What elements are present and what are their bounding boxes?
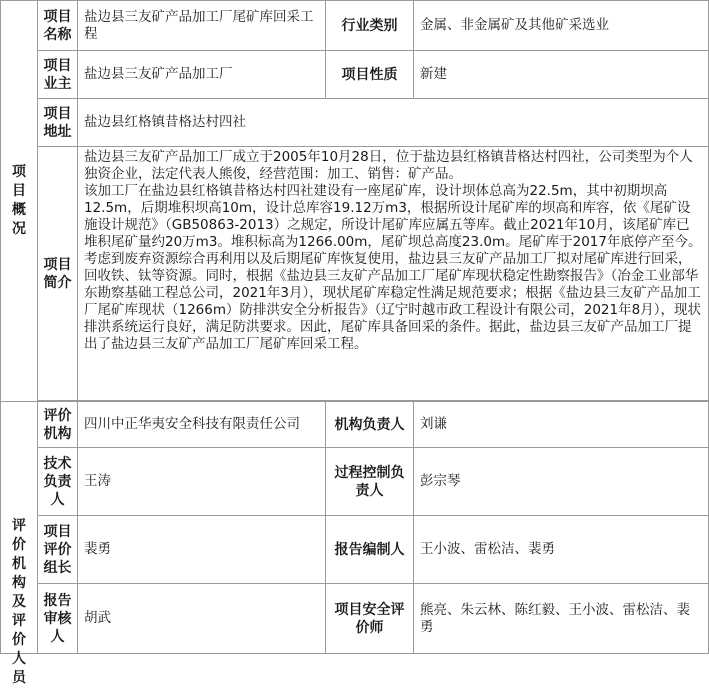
row-tech-head xyxy=(1,448,709,516)
row-address xyxy=(1,99,709,147)
label-owner: 项目业主 xyxy=(38,51,78,99)
label-industry: 行业类别 xyxy=(326,1,414,51)
label-nature: 项目性质 xyxy=(326,51,414,99)
label-agency-head: 机构负责人 xyxy=(326,402,414,448)
label-tech-head: 技术负责人 xyxy=(38,448,78,516)
value-industry: 金属、非金属矿及其他矿采选业 xyxy=(414,1,709,51)
value-report-author: 王小波、雷松洁、裴勇 xyxy=(414,516,709,584)
label-reviewer: 报告审核人 xyxy=(38,584,78,654)
row-owner xyxy=(1,51,709,99)
value-project-name: 盐边县三友矿产品加工厂尾矿库回采工程 xyxy=(78,1,326,51)
value-agency-head: 刘谦 xyxy=(414,402,709,448)
intro-paragraph-3: 考虑到废弃资源综合再利用以及后期尾矿库恢复使用，盐边县三友矿产品加工厂拟对尾矿库进行回采，回收铁、钛等资源。同时，根据《盐边县三友矿产品加工厂尾矿库现状稳定性勘察报告》（冶金工业部华东勘察基础工程总公司，2021年3月），现状尾矿库稳定性满足规范要求；根据《盐边县三友矿产品加工厂尾矿库现状（1266m）防排洪安全分析报告》（辽宁时越市政工程设计有限公司，2021年8月），现状排洪系统运行良好，满足防洪要求。因此，尾矿库具备回采的条件。据此，盐边县三友矿产品加工厂提出了盐边县三友矿产品加工厂尾矿库回采工程。 xyxy=(84,251,701,352)
label-address: 项目地址 xyxy=(38,99,78,147)
value-agency: 四川中正华夷安全科技有限责任公司 xyxy=(78,402,326,448)
row-intro xyxy=(1,147,709,401)
section-label-overview: 项目概况 xyxy=(1,1,38,402)
label-report-author: 报告编制人 xyxy=(326,516,414,584)
row-team-leader xyxy=(1,516,709,584)
label-safety-evaluators: 项目安全评价师 xyxy=(326,584,414,654)
value-reviewer: 胡武 xyxy=(78,584,326,654)
value-address: 盐边县红格镇昔格达村四社 xyxy=(78,99,709,147)
label-agency: 评价机构 xyxy=(38,402,78,448)
value-process-head: 彭宗琴 xyxy=(414,448,709,516)
label-team-leader: 项目评价组长 xyxy=(38,516,78,584)
value-intro xyxy=(78,147,709,401)
value-safety-evaluators: 熊亮、朱云林、陈红毅、王小波、雷松洁、裴勇 xyxy=(414,584,709,654)
row-project-name xyxy=(1,1,709,51)
label-process-head: 过程控制负责人 xyxy=(326,448,414,516)
intro-paragraph-2: 该加工厂在盐边县红格镇昔格达村四社建设有一座尾矿库，设计坝体总高为22.5m，其中初期坝高12.5m，后期堆积坝高10m，设计总库容19.12万m3，根据所设计尾矿库的坝高和库容，依《尾矿设施设计规范》（GB50863-2013）之规定，所设计尾矿库应属五等库。截止2021年10月，该尾矿库已堆积尾矿量约20万m3。堆积标高为1266.00m，尾矿坝总高度23.0m。尾矿库于2017年底停产至今。 xyxy=(84,183,702,250)
intro-paragraph-1: 盐边县三友矿产品加工厂成立于2005年10月28日，位于盐边县红格镇昔格达村四社，公司类型为个人独资企业，法定代表人熊俊，经营范围：加工、销售：矿产品。 xyxy=(84,149,693,182)
section-label-evaluation: 评价机构及评价人员 xyxy=(1,402,38,654)
row-reviewer xyxy=(1,584,709,654)
label-intro: 项目简介 xyxy=(38,147,78,401)
row-agency xyxy=(1,402,709,448)
value-nature: 新建 xyxy=(414,51,709,99)
value-owner: 盐边县三友矿产品加工厂 xyxy=(78,51,326,99)
value-tech-head: 王涛 xyxy=(78,448,326,516)
label-project-name: 项目名称 xyxy=(38,1,78,51)
value-team-leader: 裴勇 xyxy=(78,516,326,584)
